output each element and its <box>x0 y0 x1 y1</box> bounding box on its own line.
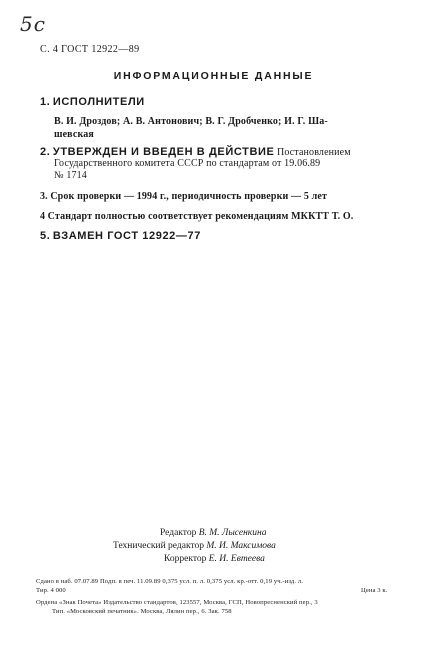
credit-editor <box>160 527 266 539</box>
credit-editor-role: Редактор <box>160 528 197 538</box>
item-3-row <box>40 191 327 204</box>
item-1-heading: ИСПОЛНИТЕЛИ <box>52 96 145 108</box>
item-5-heading: ВЗАМЕН ГОСТ 12922—77 <box>52 230 201 242</box>
item-2-heading-tail: Постановлением <box>276 147 351 158</box>
imprint-line-2-left: Тир. 4 000 <box>36 587 66 594</box>
credit-proofreader-role: Корректор <box>164 554 207 564</box>
credit-technical-editor-name: М. И. Максимова <box>206 541 276 551</box>
item-5-number: 5. <box>40 230 51 242</box>
handwritten-page-mark: 5c <box>20 12 46 36</box>
item-5-row <box>40 230 201 243</box>
item-2-line-1: Государственного комитета СССР по стандартам от 19.06.89 <box>54 158 321 169</box>
item-4-text: Стандарт полностью соответствует рекомендациям МККТТ Т. О. <box>47 211 354 222</box>
item-4-row <box>40 211 353 224</box>
credit-editor-name: В. М. Лысенкина <box>198 528 267 538</box>
imprint-line-4: Тип. «Московский печатник». Москва, Лялин пер., 6. Зак. 758 <box>52 608 232 615</box>
section-title: ИНФОРМАЦИОННЫЕ ДАННЫЕ <box>113 70 314 82</box>
item-2-heading: УТВЕРЖДЕН И ВВЕДЕН В ДЕЙСТВИЕ <box>52 146 275 158</box>
item-2-line-2: № 1714 <box>54 170 87 181</box>
page-reference: С. 4 ГОСТ 12922—89 <box>40 44 140 55</box>
item-3-number: 3. <box>40 191 48 202</box>
item-1-line-1: В. И. Дроздов; А. В. Антонович; В. Г. Дробченко; И. Г. Ша- <box>54 116 328 127</box>
imprint-line-1: Сдано в наб. 07.07.89 Подп. в печ. 11.09.89 0,375 усл. п. л. 0,375 усл. кр.-отт. 0,19 уч.-изд. л. <box>36 578 304 585</box>
credit-technical-editor-role: Технический редактор <box>113 541 204 551</box>
credit-technical-editor <box>113 540 276 552</box>
item-3-text: Срок проверки — 1994 г., периодичность проверки — 5 лет <box>50 191 328 202</box>
imprint-line-2-right: Цена 3 к. <box>361 587 388 594</box>
item-1-line-2: шевская <box>54 129 94 140</box>
credit-proofreader-name: Е. И. Евтеева <box>208 554 265 564</box>
item-2-number: 2. <box>40 146 51 158</box>
credit-proofreader <box>164 553 265 565</box>
item-4-number: 4 <box>40 211 46 222</box>
item-1-heading-row <box>40 96 145 109</box>
imprint-line-3: Ордена «Знак Почета» Издательство стандартов, 123557, Москва, ГСП, Новопресненский пер., 3 <box>36 599 318 606</box>
item-1-number: 1. <box>40 96 51 108</box>
